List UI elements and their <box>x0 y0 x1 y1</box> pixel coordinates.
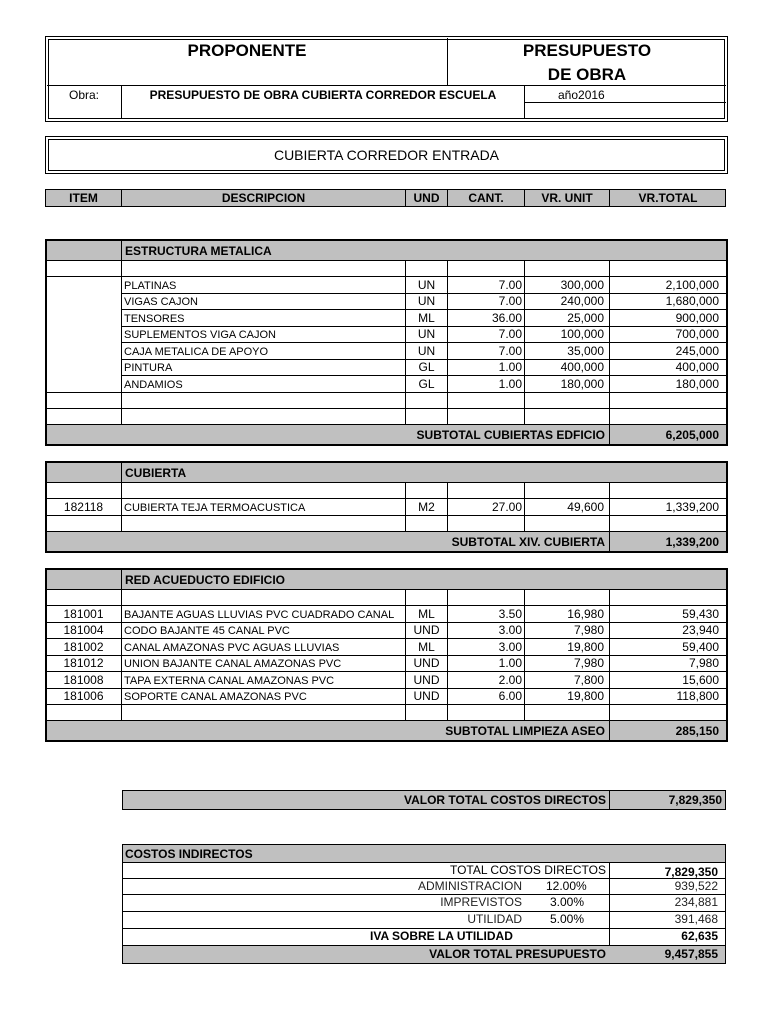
col-vr-total: VR.TOTAL <box>638 191 698 205</box>
section-title-acueducto: RED ACUEDUCTO EDIFICIO <box>125 573 286 587</box>
total-direct-label: TOTAL COSTOS DIRECTOS <box>449 863 606 877</box>
proponente-title: PROPONENTE <box>187 41 307 60</box>
presupuesto-title-1: PRESUPUESTO <box>522 41 652 60</box>
col-descripcion: DESCRIPCION <box>221 191 306 205</box>
total-direct-value: 7,829,350 <box>664 865 718 879</box>
subtotal-label: SUBTOTAL LIMPIEZA ASEO <box>445 724 605 738</box>
subtotal-value: 1,339,200 <box>665 535 719 549</box>
col-und: UND <box>413 191 440 205</box>
col-item: ITEM <box>69 191 98 205</box>
section-title-cubierta: CUBIERTA <box>125 466 187 480</box>
indirect-title: COSTOS INDIRECTOS <box>125 847 253 861</box>
section-title-estructura: ESTRUCTURA METALICA <box>125 244 272 258</box>
grand-total-label: VALOR TOTAL PRESUPUESTO <box>429 947 606 961</box>
col-cant: CANT. <box>468 191 504 205</box>
grand-total-value: 9,457,855 <box>664 947 718 961</box>
subtotal-label: SUBTOTAL CUBIERTAS EDFICIO <box>416 428 605 442</box>
obra-label: Obra: <box>68 88 99 102</box>
subtotal-label: SUBTOTAL XIV. CUBIERTA <box>451 535 605 549</box>
section-title: CUBIERTA CORREDOR ENTRADA <box>273 147 500 163</box>
direct-costs-label: VALOR TOTAL COSTOS DIRECTOS <box>403 793 606 807</box>
subtotal-value: 285,150 <box>675 724 719 738</box>
subtotal-value: 6,205,000 <box>665 428 719 442</box>
presupuesto-title-2: DE OBRA <box>547 65 627 84</box>
col-vr-unit: VR. UNIT <box>541 191 593 205</box>
direct-costs-value: 7,829,350 <box>668 793 722 807</box>
iva-value: 62,635 <box>681 929 718 943</box>
iva-label: IVA SOBRE LA UTILIDAD <box>370 929 513 943</box>
obra-value: PRESUPUESTO DE OBRA CUBIERTA CORREDOR ESCUELA <box>149 88 497 102</box>
year-value: año2016 <box>558 88 605 102</box>
